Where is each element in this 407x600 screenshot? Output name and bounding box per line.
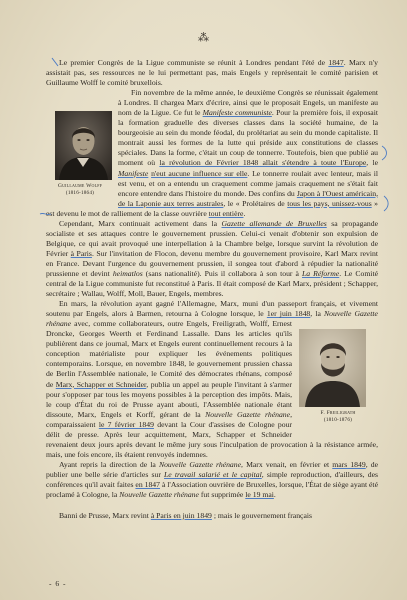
text-segment: Le premier Congrès de la Ligue communiste se réunit à Londres pendant l'été de [59, 58, 329, 67]
page-number: - 6 - [49, 579, 67, 588]
text-segment: , simple reproduction, d'ailleurs, des conférences qu'il avait faites [46, 469, 378, 489]
portrait-wolff [46, 88, 114, 201]
annotated-text-segment: le 7 février 1849 [98, 419, 154, 429]
annotated-text-segment: Manifeste communiste [202, 108, 272, 118]
portrait-wolff-caption [46, 183, 114, 197]
portrait-wolff-name: Guillaume Wolff [57, 183, 103, 190]
portrait-freiligrath-years: (1810-1876) [323, 417, 353, 424]
text-segment: , la [310, 309, 325, 319]
text-segment: , Marx venait, en février et [241, 459, 333, 469]
annotated-text-segment: 1847 [328, 58, 344, 67]
paragraph [46, 299, 378, 460]
paragraph [46, 511, 378, 521]
body-text [46, 58, 378, 521]
paragraph [46, 88, 378, 219]
text-segment: Nouvelle Gazette rhénane [46, 309, 378, 329]
text-segment: . Le Comité central de la Ligue communiste fut reconstitué à Paris. Il était composé de Karl Marx, président ; Schapper, secrétaire ; Wallau, Wolff, Moll, Bauer, Engels, membres. [46, 268, 378, 299]
portrait-wolff-photo [55, 111, 112, 180]
text-segment: ; mais le gouvernement français [211, 511, 313, 521]
pen-mark-margin-1 [382, 146, 387, 160]
text-segment: , publia un appel au peuple l'invitant à s'armer pour s'opposer par tous les moyens possibles à la perception des impôts. Mais, le coup d'État du roi de Prusse ayant abouti, l'Assemblée nationale étant dissoute, Marx, Engels et Korff, gérant de la [46, 379, 292, 419]
text-segment: . [243, 208, 246, 218]
portrait-freiligrath [298, 329, 378, 437]
ornament: ⁂ [198, 31, 209, 44]
text-segment: Banni de Prusse, Marx revint [59, 511, 151, 521]
annotated-text-segment: Marx, Schapper et Schneider [55, 379, 147, 389]
text-segment: fut supprimée [198, 490, 246, 500]
text-segment: . Pour la première fois, il exposait la formation graduelle des diverses classes dans la société humaine, de la bourgeoisie au sein du monde féodal, du prolétariat au sein du monde capitaliste. Il montrait aussi les formes de la lutte qui préside aux constitutions de classes spéciales. Dans la forme, c'était un coup de tonnerre. Toutefois, bien que publié au moment où [118, 108, 378, 168]
paragraph [46, 58, 378, 88]
text-segment: En mars, la révolution ayant gagné l'Allemagne, Marx, muni d'un passeport français, et vivement soutenu par Engels, alors à Barmen, retourna à Cologne lorsque, le [46, 299, 378, 319]
annotated-text-segment: à Paris [70, 248, 92, 258]
text-segment: . Le tonnerre roulait avec lenteur, mais il est venu, et on a entendu un craquement comme jamais craquement ne s'était fait encore entendre dans l'histoire du monde. Des confins du [118, 168, 378, 198]
text-segment: . [273, 490, 276, 500]
text-segment: . Marx n'y assistait pas, ses ressources ne le lui permettant pas, mais Engels y représentait le comité parisien et Guillaume Wolff le comité bruxellois. [46, 58, 378, 88]
portrait-freiligrath-name: F. Freiligrath [320, 410, 356, 417]
text-segment: Cependant, Marx continuait activement dans la [59, 218, 222, 228]
annotated-text-segment: 1er juin 1848 [266, 309, 311, 319]
annotated-text-segment: tous les pays, unissez-vous [287, 198, 372, 208]
text-segment: , le « Prolétaires de [223, 198, 288, 208]
annotated-text-segment: Manifeste [118, 168, 149, 178]
text-segment: sa propagande socialiste et ses attaques contre le gouvernement prussien. Celui-ci venait d'obtenir son expulsion de Belgique, ce qui avait provoqué une interpellation à la Chambre belge, lorsque survint la révolution de Février [46, 218, 378, 258]
annotated-text-segment: Gazette allemande de Bruxelles [221, 218, 327, 228]
annotated-text-segment: n'eut aucune influence sur elle [151, 168, 248, 178]
text-segment: (sans nationalité). Puis il collabora à son tour à [142, 268, 302, 278]
portrait-freiligrath-photo [299, 329, 366, 407]
annotated-text-segment: La Réforme [302, 268, 340, 278]
annotated-text-segment: à Paris en juin 1849 [150, 511, 212, 521]
annotated-text-segment: la révolution de Février 1848 allait s'étendre à toute l'Europe [159, 158, 367, 168]
portrait-wolff-years: (1816-1864) [65, 190, 95, 197]
text-segment: , le [366, 158, 378, 168]
text-segment: devant la Cour d'assises de Cologne pour délit de presse. Après leur acquittement, Marx, Schapper et Schneider revenaient deux jours après devant le même jury sous l'inculpation de provocation à la résistance armée, mais, une fois encore, ils étaient renvoyés indemnes. [46, 419, 378, 459]
annotated-text-segment: le 19 mai [245, 490, 274, 500]
pen-mark-margin-2 [384, 196, 388, 211]
annotated-text-segment: en 1847 [135, 479, 160, 489]
text-segment: à l'Association ouvrière de Bruxelles, lorsque, l'État de siège ayant été proclamé à Cologne, la [46, 479, 378, 500]
text-segment: heimatlos [112, 268, 143, 278]
text-segment: Nouvelle Gazette rhénane [119, 490, 199, 500]
text-segment: Nouvelle Gazette rhénane [205, 409, 291, 419]
text-segment: » est devenu le mot de ralliement de la classe ouvrière [46, 198, 378, 218]
text-segment: . Sur l'invitation de Flocon, devenu membre du gouvernement provisoire, Karl Marx revint en France. Devant l'urgence du gouvernement prussien, il songea tout d'abord à répudier la nationalité prussienne et devint [46, 248, 378, 278]
annotated-text-segment: Le travail salarié et le capital [164, 469, 262, 479]
annotated-text-segment: tout entière [208, 208, 244, 218]
annotated-text-segment: mars 1849 [332, 459, 366, 469]
text-segment: , comparaissaient [46, 409, 292, 429]
text-segment: Nouvelle Gazette rhénane [158, 459, 242, 469]
annotated-text-segment: Japon à l'Ouest américain, de la Laponie aux terres australes [118, 188, 378, 208]
paragraph [46, 460, 378, 500]
text-segment: , de publier une belle série d'articles sur [46, 459, 378, 479]
portrait-freiligrath-caption [298, 410, 378, 424]
text-segment: avec, comme collaborateurs, outre Engels, Freiligrath, Wolff, Ernest Droncke, Georges Weerth et Ferdinand Lassalle. Dans les articles qu'ils publièrent dans ce journal, Marx et Engels eurent continuellement recours à la conception matérialiste pour expliquer les événements politiques contemporains. Lorsque, en novembre 1848, le gouvernement prussien chassa de Berlin l'Assemblée nationale, le Comité des démocrates rhénans, composé de [46, 319, 292, 389]
paragraph [46, 219, 378, 299]
text-segment: Ayant repris la direction de la [59, 459, 159, 469]
text-segment: Fin novembre de la même année, le deuxième Congrès se réunissait également à Londres. Il chargea Marx d'écrire, ainsi que le proposait Engels, un manifeste au nom de la Ligue. Ce fut le [118, 88, 378, 118]
